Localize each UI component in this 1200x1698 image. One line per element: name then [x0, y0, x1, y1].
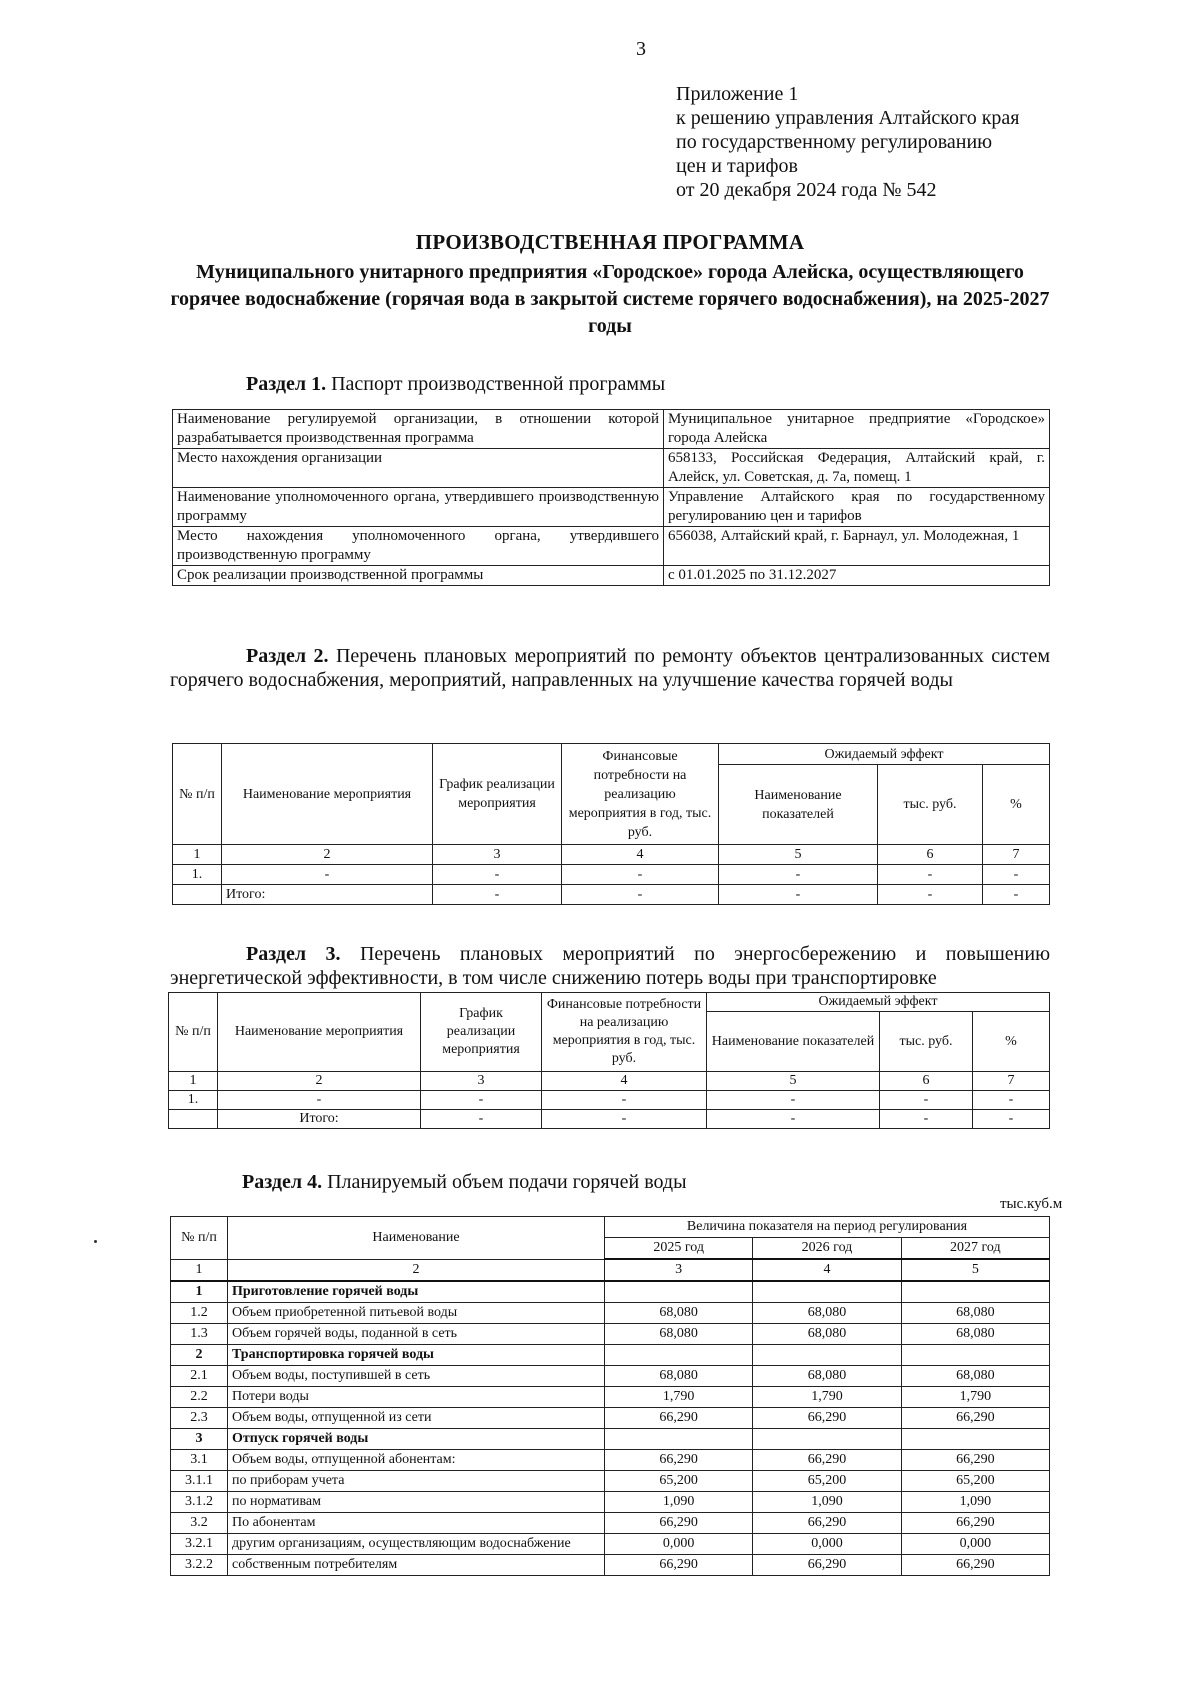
row-num: 3.2.2	[171, 1555, 228, 1576]
table-row	[171, 1450, 1050, 1471]
row-num: 1.2	[171, 1303, 228, 1324]
col-number: 4	[562, 845, 719, 865]
row-num: 1	[171, 1281, 228, 1303]
total-row	[173, 885, 1050, 905]
cell: 1.	[173, 865, 222, 885]
document-title	[160, 230, 1060, 340]
cell: -	[880, 1110, 973, 1129]
col-number: 5	[901, 1259, 1049, 1281]
value-2027: 68,080	[901, 1324, 1049, 1345]
row-num: 3.1.2	[171, 1492, 228, 1513]
value-2027: 1,090	[901, 1492, 1049, 1513]
col-number: 3	[433, 845, 562, 865]
value-2026: 1,090	[753, 1492, 901, 1513]
value-2025	[605, 1281, 753, 1303]
column-numbers-row	[171, 1259, 1050, 1281]
table-row	[171, 1555, 1050, 1576]
col-number: 2	[218, 1072, 421, 1091]
cell: -	[973, 1091, 1050, 1110]
col-schedule-header: График реализации мероприятия	[421, 993, 542, 1072]
cell: -	[983, 865, 1050, 885]
col-number: 5	[707, 1072, 880, 1091]
value-2027	[901, 1429, 1049, 1450]
col-num-header: № п/п	[169, 993, 218, 1072]
passport-label: Наименование регулируемой организации, в отношении которой разрабатывается производственная программа	[173, 410, 664, 449]
cell	[169, 1110, 218, 1129]
passport-label: Наименование уполномоченного органа, утвердившего производственную программу	[173, 488, 664, 527]
cell: -	[421, 1091, 542, 1110]
row-name: Объем воды, поступившей в сеть	[228, 1366, 605, 1387]
appendix-line: к решению управления Алтайского края	[676, 107, 1020, 129]
section4-label: Раздел 4.	[242, 1171, 323, 1193]
title-main: ПРОИЗВОДСТВЕННАЯ ПРОГРАММА	[415, 230, 805, 254]
table-row	[171, 1408, 1050, 1429]
col-number: 6	[880, 1072, 973, 1091]
row-num: 2	[171, 1345, 228, 1366]
col-percent-header: %	[983, 765, 1050, 845]
table-row	[171, 1387, 1050, 1408]
energy-saving-table	[168, 992, 1050, 1129]
col-effect-header: Ожидаемый эффект	[707, 993, 1050, 1012]
value-2025: 0,000	[605, 1534, 753, 1555]
value-2025	[605, 1345, 753, 1366]
cell: -	[433, 865, 562, 885]
value-2026: 66,290	[753, 1555, 901, 1576]
cell: -	[878, 885, 983, 905]
col-number: 2	[228, 1259, 605, 1281]
section3-title: Перечень плановых мероприятий по энергосбережению и повышению энергетической эффективности, в том числе снижению потерь воды при транспортировке	[170, 943, 1051, 989]
value-2027	[901, 1345, 1049, 1366]
col-year-header: 2025 год	[605, 1238, 753, 1260]
row-num: 1.3	[171, 1324, 228, 1345]
section2-label: Раздел 2.	[246, 645, 329, 667]
value-2027	[901, 1281, 1049, 1303]
col-number: 4	[542, 1072, 707, 1091]
section2-title: Перечень плановых мероприятий по ремонту объектов централизованных систем горячего водоснабжения, мероприятий, направленных на улучшение качества горячей воды	[170, 645, 1050, 691]
cell: -	[707, 1091, 880, 1110]
cell: -	[562, 885, 719, 905]
row-num: 2.1	[171, 1366, 228, 1387]
table-row	[173, 865, 1050, 885]
value-2026: 66,290	[753, 1408, 901, 1429]
appendix-line: от 20 декабря 2024 года № 542	[676, 179, 937, 201]
scan-dot	[94, 1240, 97, 1243]
col-name-header: Наименование мероприятия	[222, 744, 433, 845]
value-2025: 68,080	[605, 1324, 753, 1345]
total-row	[169, 1110, 1050, 1129]
cell: -	[719, 865, 878, 885]
row-name: Отпуск горячей воды	[228, 1429, 605, 1450]
section1-heading	[246, 372, 665, 396]
value-2027: 0,000	[901, 1534, 1049, 1555]
value-2027: 65,200	[901, 1471, 1049, 1492]
row-name: Объем горячей воды, поданной в сеть	[228, 1324, 605, 1345]
table-row	[169, 1091, 1050, 1110]
passport-table	[172, 409, 1050, 586]
cell: -	[222, 865, 433, 885]
value-2025: 1,790	[605, 1387, 753, 1408]
units-label: тыс.куб.м	[1000, 1196, 1063, 1212]
column-numbers-row	[173, 845, 1050, 865]
hot-water-volume-table	[170, 1216, 1050, 1576]
value-2026	[753, 1429, 901, 1450]
group-row	[171, 1429, 1050, 1450]
value-2026: 66,290	[753, 1513, 901, 1534]
value-2025: 68,080	[605, 1366, 753, 1387]
col-name-header: Наименование	[228, 1217, 605, 1260]
appendix-block	[676, 82, 1020, 202]
col-number: 7	[983, 845, 1050, 865]
col-number: 4	[753, 1259, 901, 1281]
row-num: 3.1.1	[171, 1471, 228, 1492]
section3-label: Раздел 3.	[246, 943, 341, 965]
value-2026: 1,790	[753, 1387, 901, 1408]
value-2025: 66,290	[605, 1513, 753, 1534]
page-number: 3	[636, 38, 646, 60]
cell: -	[719, 885, 878, 905]
col-number: 2	[222, 845, 433, 865]
table-row	[171, 1303, 1050, 1324]
row-name: Приготовление горячей воды	[228, 1281, 605, 1303]
cell: -	[707, 1110, 880, 1129]
passport-label: Место нахождения организации	[173, 449, 664, 488]
table-row	[173, 527, 1050, 566]
appendix-line: по государственному регулированию	[676, 131, 993, 153]
cell: -	[562, 865, 719, 885]
column-numbers-row	[169, 1072, 1050, 1091]
cell: -	[421, 1110, 542, 1129]
section3-heading	[170, 942, 1050, 990]
col-number: 1	[169, 1072, 218, 1091]
row-num: 3.2.1	[171, 1534, 228, 1555]
cell: -	[983, 885, 1050, 905]
passport-value: 656038, Алтайский край, г. Барнаул, ул. Молодежная, 1	[664, 527, 1050, 566]
col-thous-rub-header: тыс. руб.	[878, 765, 983, 845]
value-2026: 68,080	[753, 1366, 901, 1387]
cell: -	[878, 865, 983, 885]
total-label: Итого:	[222, 885, 433, 905]
cell: -	[433, 885, 562, 905]
cell: -	[973, 1110, 1050, 1129]
value-2025: 66,290	[605, 1555, 753, 1576]
value-2026	[753, 1345, 901, 1366]
row-name: Объем воды, отпущенной из сети	[228, 1408, 605, 1429]
cell: -	[542, 1091, 707, 1110]
col-number: 3	[421, 1072, 542, 1091]
value-2027: 1,790	[901, 1387, 1049, 1408]
passport-value: Управление Алтайского края по государственному регулированию цен и тарифов	[664, 488, 1050, 527]
row-num: 2.3	[171, 1408, 228, 1429]
col-thous-rub-header: тыс. руб.	[880, 1012, 973, 1072]
value-2026: 68,080	[753, 1324, 901, 1345]
table-row	[171, 1534, 1050, 1555]
col-finance-header: Финансовые потребности на реализацию мероприятия в год, тыс. руб.	[562, 744, 719, 845]
section4-heading	[242, 1170, 687, 1194]
row-num: 3.2	[171, 1513, 228, 1534]
section1-title: Паспорт производственной программы	[326, 373, 666, 395]
cell: -	[880, 1091, 973, 1110]
section4-title: Планируемый объем подачи горячей воды	[322, 1171, 687, 1193]
value-2026	[753, 1281, 901, 1303]
table-row	[171, 1492, 1050, 1513]
table-row	[173, 410, 1050, 449]
value-2026: 68,080	[753, 1303, 901, 1324]
cell: -	[542, 1110, 707, 1129]
passport-value: 658133, Российская Федерация, Алтайский край, г. Алейск, ул. Советская, д. 7а, помещ. 1	[664, 449, 1050, 488]
header-row	[173, 744, 1050, 765]
col-indicator-header: Наименование показателей	[719, 765, 878, 845]
value-2026: 66,290	[753, 1450, 901, 1471]
row-name: По абонентам	[228, 1513, 605, 1534]
col-indicator-header: Наименование показателей	[707, 1012, 880, 1072]
appendix-line: Приложение 1	[676, 83, 799, 105]
value-2025	[605, 1429, 753, 1450]
passport-value: Муниципальное унитарное предприятие «Городское» города Алейска	[664, 410, 1050, 449]
col-number: 1	[173, 845, 222, 865]
row-name: Объем приобретенной питьевой воды	[228, 1303, 605, 1324]
value-2027: 68,080	[901, 1303, 1049, 1324]
col-num-header: № п/п	[173, 744, 222, 845]
value-2025: 68,080	[605, 1303, 753, 1324]
row-name: другим организациям, осуществляющим водоснабжение	[228, 1534, 605, 1555]
row-num: 3.1	[171, 1450, 228, 1471]
col-name-header: Наименование мероприятия	[218, 993, 421, 1072]
value-2027: 66,290	[901, 1513, 1049, 1534]
col-finance-header: Финансовые потребности на реализацию мероприятия в год, тыс. руб.	[542, 993, 707, 1072]
table-row	[171, 1471, 1050, 1492]
value-2027: 66,290	[901, 1555, 1049, 1576]
header-row	[171, 1217, 1050, 1238]
title-sub: Муниципального унитарного предприятия «Городское» города Алейска, осуществляющего горячее водоснабжение (горячая вода в закрытой системе горячего водоснабжения), на 2025-2027 годы	[170, 261, 1050, 337]
table-row	[171, 1513, 1050, 1534]
row-name: по приборам учета	[228, 1471, 605, 1492]
value-2027: 68,080	[901, 1366, 1049, 1387]
value-2025: 65,200	[605, 1471, 753, 1492]
col-period-header: Величина показателя на период регулирования	[605, 1217, 1050, 1238]
col-number: 1	[171, 1259, 228, 1281]
value-2027: 66,290	[901, 1450, 1049, 1471]
col-number: 5	[719, 845, 878, 865]
table-row	[171, 1324, 1050, 1345]
table-row	[173, 488, 1050, 527]
col-number: 6	[878, 845, 983, 865]
cell: -	[218, 1091, 421, 1110]
passport-label: Место нахождения уполномоченного органа, утвердившего производственную программу	[173, 527, 664, 566]
row-num: 2.2	[171, 1387, 228, 1408]
repair-measures-table	[172, 743, 1050, 905]
cell	[173, 885, 222, 905]
section1-label: Раздел 1.	[246, 373, 327, 395]
row-name: по нормативам	[228, 1492, 605, 1513]
group-row	[171, 1345, 1050, 1366]
row-name: Потери воды	[228, 1387, 605, 1408]
col-year-header: 2026 год	[753, 1238, 901, 1260]
value-2026: 65,200	[753, 1471, 901, 1492]
col-num-header: № п/п	[171, 1217, 228, 1260]
value-2025: 1,090	[605, 1492, 753, 1513]
col-effect-header: Ожидаемый эффект	[719, 744, 1050, 765]
passport-label: Срок реализации производственной программы	[173, 566, 664, 586]
row-name: собственным потребителям	[228, 1555, 605, 1576]
header-row	[169, 993, 1050, 1012]
row-num: 3	[171, 1429, 228, 1450]
group-row	[171, 1281, 1050, 1303]
row-name: Объем воды, отпущенной абонентам:	[228, 1450, 605, 1471]
table-row	[171, 1366, 1050, 1387]
col-schedule-header: График реализации мероприятия	[433, 744, 562, 845]
passport-value: с 01.01.2025 по 31.12.2027	[664, 566, 1050, 586]
table-row	[173, 566, 1050, 586]
total-label: Итого:	[218, 1110, 421, 1129]
row-name: Транспортировка горячей воды	[228, 1345, 605, 1366]
appendix-line: цен и тарифов	[676, 155, 798, 177]
value-2027: 66,290	[901, 1408, 1049, 1429]
section2-heading	[170, 644, 1050, 692]
col-number: 7	[973, 1072, 1050, 1091]
value-2025: 66,290	[605, 1408, 753, 1429]
value-2026: 0,000	[753, 1534, 901, 1555]
cell: 1.	[169, 1091, 218, 1110]
col-number: 3	[605, 1259, 753, 1281]
value-2025: 66,290	[605, 1450, 753, 1471]
col-year-header: 2027 год	[901, 1238, 1049, 1260]
table-row	[173, 449, 1050, 488]
col-percent-header: %	[973, 1012, 1050, 1072]
